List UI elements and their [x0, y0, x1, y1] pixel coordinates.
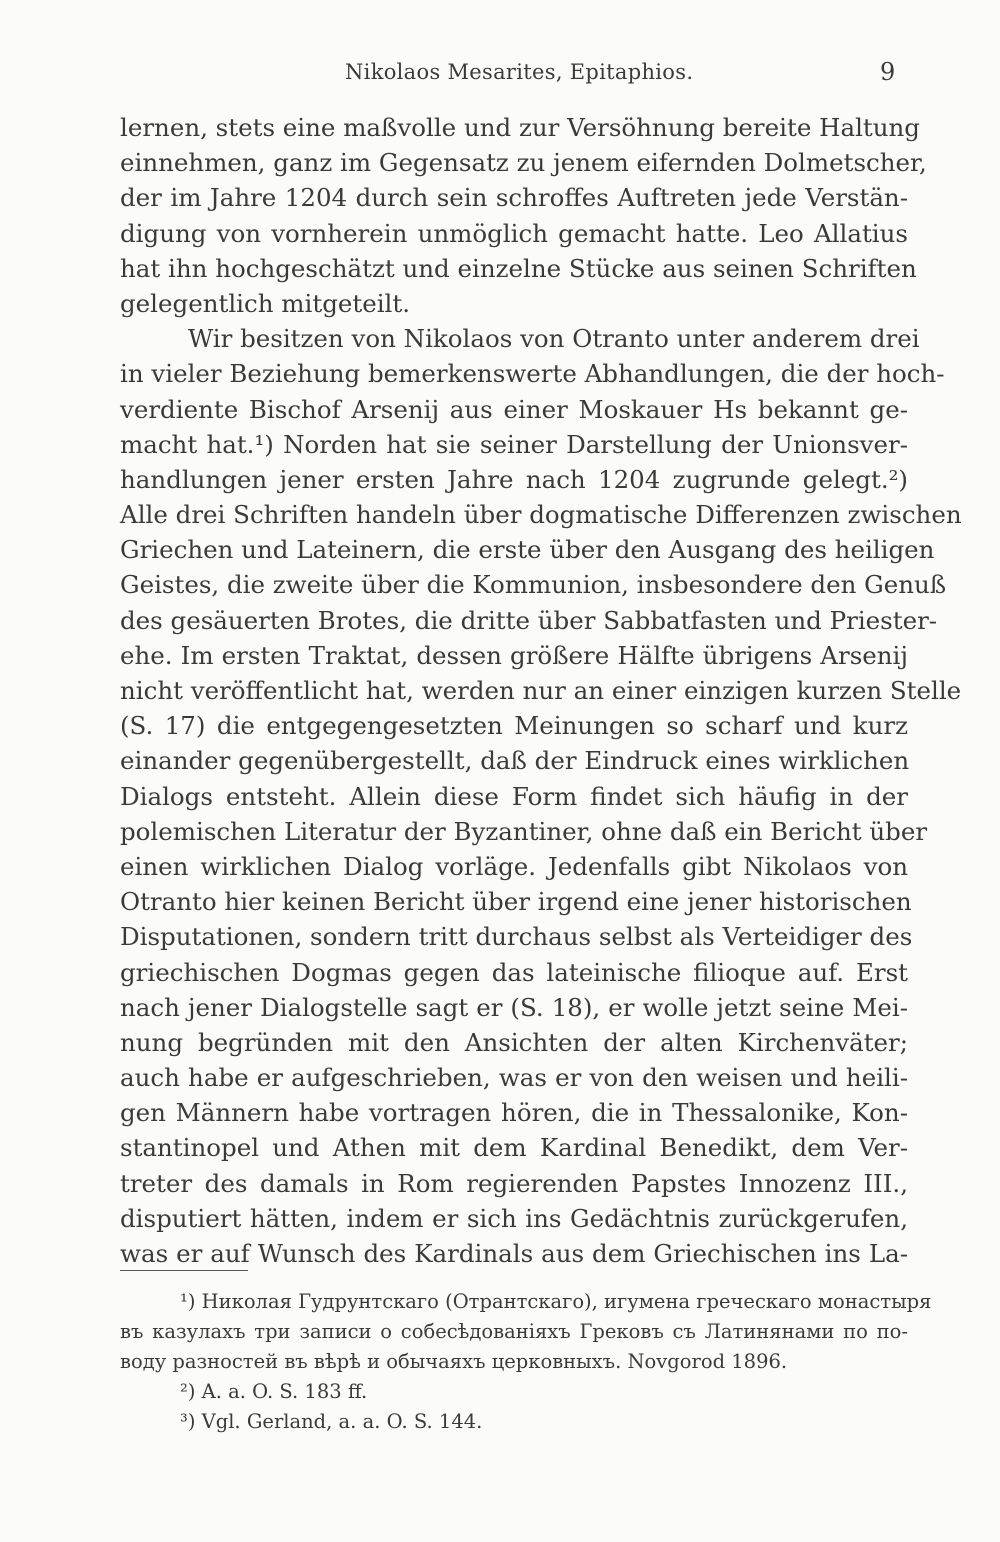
running-title: Nikolaos Mesarites, Epitaphios. [345, 60, 694, 84]
text-line: Wir besitzen von Nikolaos von Otranto unter anderem drei [188, 324, 920, 354]
text-line: gelegentlich mitgeteilt. [120, 288, 411, 318]
footnote-line: ³) Vgl. Gerland, a. a. O. S. 144. [180, 1410, 483, 1433]
text-line: der im Jahre 1204 durch sein schroffes Auftreten jede Verstän- [120, 183, 908, 213]
text-line: lernen, stets eine maßvolle und zur Versöhnung bereite Haltung [120, 113, 920, 142]
footnote-line: воду разностей въ вѣрѣ и обычаяхъ церковныхъ. Novgorod 1896. [120, 1350, 788, 1373]
text-line: gen Männern habe vortragen hören, die in Thessalonike, Kon- [120, 1098, 908, 1128]
text-line: nach jener Dialogstelle sagt er (S. 18), er wolle jetzt seine Mei- [120, 992, 908, 1022]
text-line: ehe. Im ersten Traktat, dessen größere Hälfte übrigens Arsenij [120, 640, 908, 670]
footnotes [120, 1287, 932, 1437]
text-line: Disputationen, sondern tritt durchaus selbst als Verteidiger des [120, 922, 913, 952]
text-line: was er auf Wunsch des Kardinals aus dem Griechischen ins La- [120, 1239, 908, 1268]
text-line: stantinopel und Athen mit dem Kardinal Benedikt, dem Ver- [120, 1133, 908, 1163]
text-line: digung von vornherein unmöglich gemacht hatte. Leo Allatius [120, 218, 908, 248]
text-line: Geistes, die zweite über die Kommunion, insbesondere den Genuß [120, 570, 947, 600]
text-line: polemischen Literatur der Byzantiner, ohne daß ein Bericht über [120, 816, 928, 846]
text-line: auch habe er aufgeschrieben, was er von den weisen und heili- [120, 1063, 908, 1093]
footnote-rule [120, 1270, 248, 1271]
text-line: disputiert hätten, indem er sich ins Gedächtnis zurückgerufen, [120, 1203, 908, 1233]
text-line: griechischen Dogmas gegen das lateinische filioque auf. Erst [120, 957, 908, 987]
text-line: verdiente Bischof Arsenij aus einer Moskauer Hs bekannt ge- [120, 394, 908, 424]
text-line: einen wirklichen Dialog vorläge. Jedenfalls gibt Nikolaos von [120, 851, 908, 881]
text-line: einnehmen, ganz im Gegensatz zu jenem eifernden Dolmetscher, [120, 148, 927, 178]
body-text [120, 110, 962, 1271]
text-line: handlungen jener ersten Jahre nach 1204 zugrunde gelegt.²) [120, 464, 908, 494]
text-line: in vieler Beziehung bemerkenswerte Abhandlungen, die der hoch- [120, 359, 945, 389]
text-line: Otranto hier keinen Bericht über irgend eine jener historischen [120, 887, 912, 917]
footnote-line: въ казулахъ три записи о собесѣдованіяхъ Грековъ съ Латинянами по по- [120, 1320, 908, 1343]
footnote-line: ¹) Николая Гудрунтскаго (Отрантскаго), игумена греческаго монастыря [180, 1290, 932, 1313]
text-line: Griechen und Lateinern, die erste über den Ausgang des heiligen [120, 535, 935, 565]
text-line: nicht veröffentlicht hat, werden nur an einer einzigen kurzen Stelle [120, 676, 962, 705]
text-line: des gesäuerten Brotes, die dritte über Sabbatfasten und Priester- [120, 605, 938, 635]
text-line: (S. 17) die entgegengesetzten Meinungen so scharf und kurz [120, 711, 908, 741]
text-line: macht hat.¹) Norden hat sie seiner Darstellung der Unionsver- [120, 429, 908, 459]
text-line: treter des damals in Rom regierenden Papstes Innozenz III., [120, 1168, 908, 1198]
text-line: Dialogs entsteht. Allein diese Form findet sich häufig in der [120, 781, 908, 811]
text-line: Alle drei Schriften handeln über dogmatische Differenzen zwischen [120, 500, 962, 530]
page-number: 9 [880, 58, 896, 86]
text-line: hat ihn hochgeschätzt und einzelne Stücke aus seinen Schriften [120, 253, 917, 283]
text-line: nung begründen mit den Ansichten der alten Kirchenväter; [120, 1027, 908, 1057]
text-line: einander gegenübergestellt, daß der Eindruck eines wirklichen [120, 746, 910, 776]
footnote-line: ²) A. a. O. S. 183 ff. [180, 1380, 368, 1403]
